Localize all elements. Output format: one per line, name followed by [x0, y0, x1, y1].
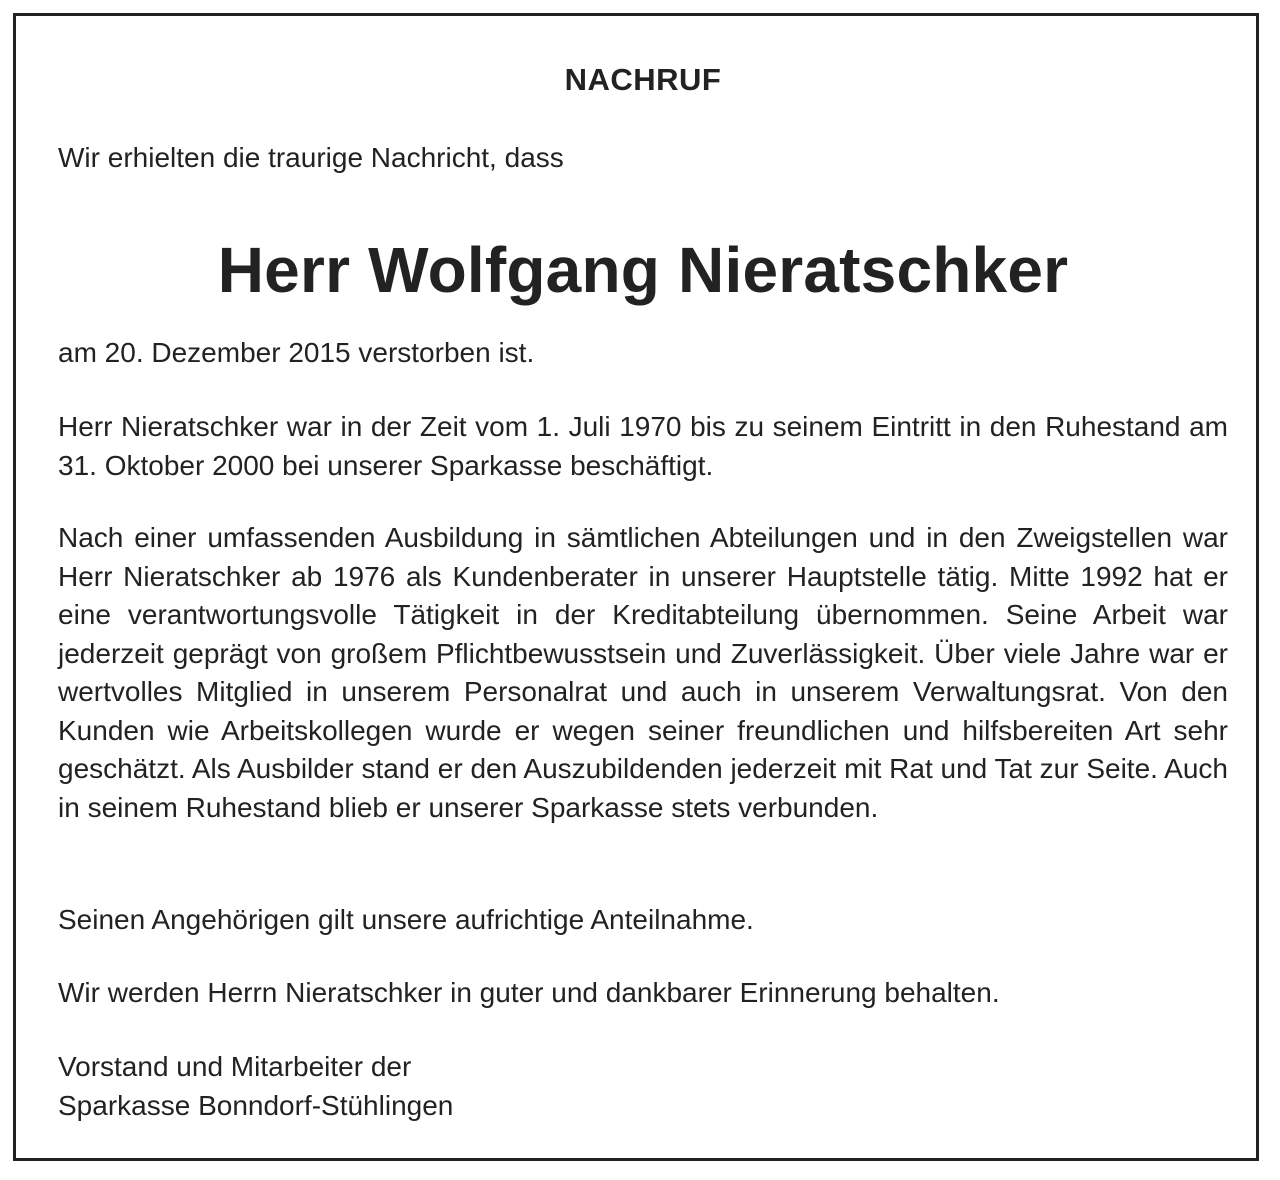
remembrance-text: Wir werden Herrn Nieratschker in guter und dankbarer Erinnerung behalten.	[58, 977, 1000, 1008]
employment-paragraph: Herr Nieratschker war in der Zeit vom 1. Juli 1970 bis zu seinem Eintritt in den Ruhestand am 31. Oktober 2000 bei unserer Sparkasse beschäftigt.	[58, 411, 1228, 481]
death-date-text: am 20. Dezember 2015 verstorben ist.	[58, 337, 535, 368]
signature-block	[58, 1048, 1228, 1125]
signature-line-2: Sparkasse Bonndorf-Stühlingen	[58, 1089, 454, 1121]
signature-line-1: Vorstand und Mitarbeiter der	[58, 1051, 412, 1082]
career-paragraph: Nach einer umfassenden Ausbildung in sämtlichen Abteilungen und in den Zweigstellen war Herr Nieratschker ab 1976 als Kundenberater in unserer Hauptstelle tätig. Mitte 1992 hat er eine verantwortungsvolle Tätigkeit in der Kreditabteilung übernommen. Seine Arbeit war jederzeit geprägt von großem Pflichtbewusstsein und Zuverlässigkeit. Über viele Jahre war er wertvolles Mitglied in unserem Personalrat und auch in unserem Verwaltungsrat. Von den Kunden wie Arbeitskollegen wurde er wegen seiner freundlichen und hilfsbereiten Art sehr geschätzt. Als Ausbilder stand er den Auszubildenden jederzeit mit Rat und Tat zur Seite. Auch in seinem Ruhestand blieb er unserer Sparkasse stets verbunden.	[58, 522, 1228, 823]
deceased-name: Herr Wolfgang Nieratschker	[217, 234, 1069, 306]
obituary-frame	[13, 13, 1259, 1161]
condolence-text: Seinen Angehörigen gilt unsere aufrichtige Anteilnahme.	[58, 904, 754, 935]
obituary-heading: NACHRUF	[564, 62, 722, 97]
intro-text: Wir erhielten die traurige Nachricht, dass	[58, 142, 564, 173]
